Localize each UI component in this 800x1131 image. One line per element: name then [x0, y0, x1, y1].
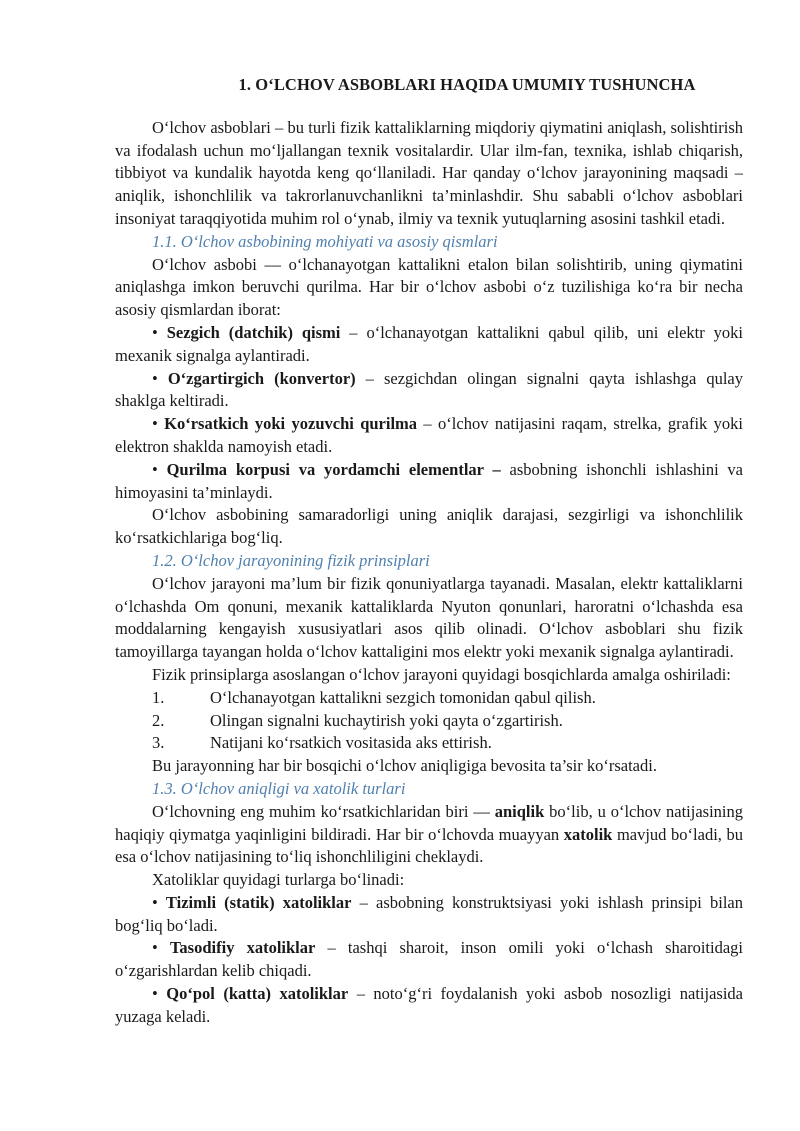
list-item-text: asbobning ishonchli ishlashini va himoyasini ta’minlaydi.: [115, 459, 744, 502]
list-item: [115, 937, 743, 983]
numbered-list-item: [152, 687, 743, 710]
bullet-icon: •: [152, 368, 158, 388]
list-item: [115, 892, 743, 938]
list-item-text: – o‘lchanayotgan kattalikni qabul qilib, uni elektr yoki mexanik signalga aylantiradi.: [115, 322, 744, 365]
paragraph: O‘lchov asbobi — o‘lchanayotgan kattalikni etalon bilan solishtirib, uning qiymatini aniqlashga imkon beruvchi qurilma. Har bir o‘lchov asbobi o‘z tuzilishiga ko‘ra bir necha asosiy qismlardan iborat:: [115, 254, 743, 320]
bullet-icon: •: [152, 322, 158, 342]
paragraph: [115, 801, 743, 869]
bullet-icon: •: [152, 414, 158, 434]
list-item: [115, 413, 743, 459]
section-heading-1-2: 1.2. O‘lchov jarayonining fizik prinsiplari: [152, 550, 430, 570]
list-item-text: Olingan signalni kuchaytirish yoki qayta o‘zgartirish.: [210, 710, 563, 730]
list-item: [115, 983, 743, 1029]
list-item-text: – o‘lchov natijasini raqam, strelka, grafik yoki elektron shaklda namoyish etadi.: [115, 414, 743, 456]
list-number: 2.: [152, 710, 165, 730]
list-item-term: O‘zgartirgich (konvertor): [167, 368, 356, 388]
list-item-text: – noto‘g‘ri foydalanish yoki asbob nosozligi natijasida yuzaga keladi.: [115, 984, 743, 1026]
numbered-list-item: [152, 732, 743, 755]
bullet-icon: •: [152, 892, 158, 912]
emphasis-aniqlik: aniqlik: [494, 801, 545, 821]
list-number: 1.: [152, 687, 165, 707]
list-item: [115, 368, 743, 414]
page-title: 1. O‘LCHOV ASBOBLARI HAQIDA UMUMIY TUSHUNCHA: [238, 75, 696, 94]
bullet-icon: •: [152, 938, 158, 958]
section-heading-1-1: 1.1. O‘lchov asbobining mohiyati va asosiy qismlari: [152, 231, 498, 251]
intro-paragraph: O‘lchov asboblari – bu turli fizik kattaliklarning miqdoriy qiymatini aniqlash, solishtirish va ifodalash uchun mo‘ljallangan texnik vositalardir. Ular ilm-fan, texnika, ishlab chiqarish, tibbiyot va kundalik hayotda keng qo‘llaniladi. Har qanday o‘lchov jarayonining maqsadi – aniqlik, ishonchlilik va takrorlanuvchanlikni ta’minlashdir. Shu sababli o‘lchov asboblari insoniyat taraqqiyotida muhim rol o‘ynab, ilmiy va texnik yutuqlarning asosini tashkil etadi.: [115, 117, 743, 228]
numbered-list-item: [152, 710, 743, 733]
list-item-term: Ko‘rsatkich yoki yozuvchi qurilma: [164, 414, 418, 434]
list-number: 3.: [152, 733, 165, 753]
list-item-term: Tizimli (statik) xatoliklar: [165, 892, 352, 912]
list-item-text: O‘lchanayotgan kattalikni sezgich tomonidan qabul qilish.: [210, 687, 596, 707]
emphasis-xatolik: xatolik: [563, 824, 613, 844]
paragraph: Fizik prinsiplarga asoslangan o‘lchov jarayoni quyidagi bosqichlarda amalga oshiriladi:: [152, 664, 731, 684]
list-item-text: Natijani ko‘rsatkich vositasida aks ettirish.: [210, 733, 492, 753]
list-item-term: Qo‘pol (katta) xatoliklar: [166, 984, 349, 1004]
paragraph: Bu jarayonning har bir bosqichi o‘lchov aniqligiga bevosita ta’sir ko‘rsatadi.: [152, 756, 657, 776]
text-run: O‘lchovning eng muhim ko‘rsatkichlaridan biri —: [152, 801, 495, 821]
bullet-icon: •: [152, 984, 158, 1004]
bullet-icon: •: [152, 459, 158, 479]
paragraph: O‘lchov jarayoni ma’lum bir fizik qonuniyatlarga tayanadi. Masalan, elektr kattaliklarni o‘lchashda Om qonuni, mexanik kattaliklarda Nyuton qonunlari, haroratni o‘lchashda esa moddalarning kengayish xususiyatlari asos qilib olinadi. O‘lchov asboblari shu fizik tamoyillarga tayangan holda o‘lchov kattaligini mos elektr yoki mexanik signalga aylantiradi.: [115, 573, 743, 662]
list-item: [115, 322, 743, 368]
list-item-text: – tashqi sharoit, inson omili yoki o‘lchash sharoitidagi o‘zgarishlardan kelib chiqadi.: [115, 938, 744, 981]
paragraph: Xatoliklar quyidagi turlarga bo‘linadi:: [152, 870, 405, 890]
list-item-text: – sezgichdan olingan signalni qayta ishlashga qulay shaklga keltiradi.: [115, 368, 743, 411]
paragraph: O‘lchov asbobining samaradorligi uning aniqlik darajasi, sezgirligi va ishonchlilik ko‘rsatkichlariga bog‘liq.: [115, 505, 743, 548]
list-item-text: – asbobning konstruktsiyasi yoki ishlash prinsipi bilan bog‘liq bo‘ladi.: [115, 892, 743, 935]
list-item-term: Qurilma korpusi va yordamchi elementlar –: [166, 459, 501, 479]
list-item-term: Tasodifiy xatoliklar: [169, 938, 316, 958]
section-heading-1-3: 1.3. O‘lchov aniqligi va xatolik turlari: [152, 778, 406, 798]
text-run: bo‘lib, u o‘lchov natijasining haqiqiy qiymatga yaqinligini bildiradi. Har bir o‘lchovda muayyan: [115, 801, 743, 844]
list-item: [115, 459, 743, 505]
list-item-term: Sezgich (datchik) qismi: [166, 322, 341, 342]
text-run: mavjud bo‘ladi, bu esa o‘lchov natijasining to‘liq ishonchliligini cheklaydi.: [115, 824, 743, 867]
